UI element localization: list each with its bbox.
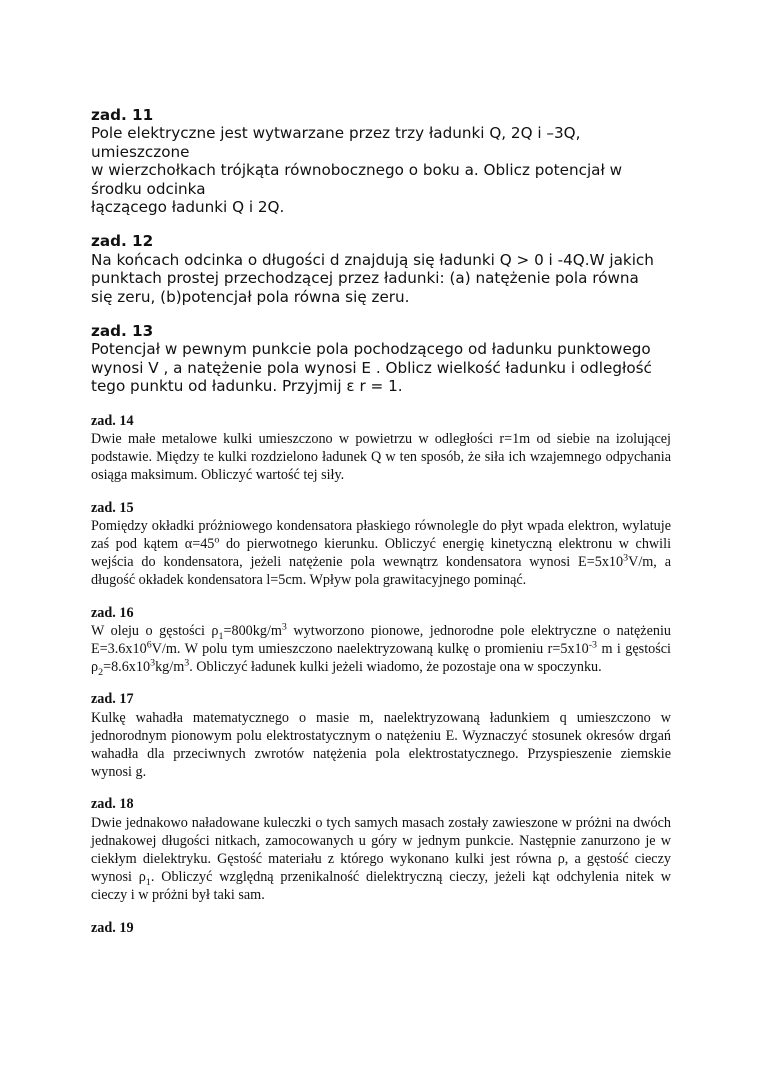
task-18 <box>91 795 671 904</box>
task-12 <box>91 232 671 306</box>
document-page <box>91 104 671 951</box>
task-line: Pole elektryczne jest wytwarzane przez trzy ładunki Q, 2Q i –3Q, <box>91 124 581 143</box>
task-17 <box>91 690 671 781</box>
task-heading: zad. 18 <box>91 796 134 813</box>
task-heading: zad. 14 <box>91 412 134 429</box>
task-14 <box>91 412 671 485</box>
task-body: Kulkę wahadła matematycznego o masie m, naelektryzowaną ładunkiem q umieszczono w jednorodnym pionowym polu elektrostatycznym o natężeniu E. Wyznaczyć stosunek okresów drgań wahadła dla przeciwnych zwrotów natężenia pola elektrostatycznego. Przyspieszenie ziemskie wynosi g. <box>91 709 671 781</box>
task-line: się zeru, (b)potencjał pola równa się zeru. <box>91 287 410 306</box>
task-13 <box>91 322 671 396</box>
task-heading: zad. 12 <box>91 232 154 251</box>
task-19 <box>91 919 671 937</box>
task-heading: zad. 13 <box>91 322 154 341</box>
task-line: łączącego ładunki Q i 2Q. <box>91 198 285 217</box>
task-heading: zad. 11 <box>91 106 154 124</box>
task-line: Potencjał w pewnym punkcie pola pochodzącego od ładunku punktowego <box>91 340 651 359</box>
task-line: środku odcinka <box>91 179 206 198</box>
task-heading: zad. 15 <box>91 499 134 516</box>
task-body: Pomiędzy okładki próżniowego kondensatora płaskiego równolegle do płyt wpada elektron, wylatuje zaś pod kątem $\alpha=45^o$ do pierwotnego kierunku. Obliczyć energię kinetyczną elektronu w chwili wejścia do kondensatora, jeżeli natężenie pola wewnątrz kondensatora wynosi $E=5x10^3V/m$, a długość okładek kondensatora l=5cm. Wpływ pola grawitacyjnego pominąć. <box>91 517 672 589</box>
task-line: Na końcach odcinka o długości d znajdują się ładunki Q > 0 i -4Q.W jakich <box>91 250 654 269</box>
task-body: W oleju o gęstości $\rho_1=800kg/m^3$ wytworzono pionowe, jednorodne pole elektryczne o natężeniu $E=3.6x10^6V/m$. W polu tym umieszczono naelektryzowaną kulkę o promieniu $r=5x10^{-3}$ m i gęstości $\rho_2=8.6x10^3kg/m^3$. Obliczyć ładunek kulki jeżeli wiadomo, że pozostaje ona w spoczynku. <box>91 620 671 678</box>
task-15 <box>91 499 671 590</box>
task-heading: zad. 19 <box>91 919 134 936</box>
task-line: punktach prostej przechodzącej przez ładunki: (a) natężenie pola równa <box>91 269 639 288</box>
task-line: umieszczone <box>91 142 190 161</box>
task-11 <box>91 106 671 216</box>
task-line: w wierzchołkach trójkąta równobocznego o boku a. Oblicz potencjał w <box>91 161 623 180</box>
task-body: Dwie jednakowo naładowane kuleczki o tych samych masach zostały zawieszone w próżni na dwóch jednakowej długości nitkach, zamocowanych u góry w jednym punkcie. Następnie zanurzono je w ciekłym dielektryku. Gęstość materiału z którego wykonano kulki jest równa ρ, a gęstość cieczy wynosi $\rho_1$. Obliczyć względną przenikalność dielektryczną cieczy, jeżeli kąt odchylenia nitek w cieczy i w próżni był taki sam. <box>91 814 671 904</box>
task-line: tego punktu od ładunku. Przyjmij ε r = 1. <box>91 377 403 396</box>
task-16 <box>91 604 671 677</box>
task-body: Dwie małe metalowe kulki umieszczono w powietrzu w odległości r=1m od siebie na izolującej podstawie. Między te kulki rozdzielono ładunek Q w ten sposób, że siła ich wzajemnego odpychania osiąga maksimum. Obliczyć wartość tej siły. <box>91 430 671 484</box>
task-heading: zad. 16 <box>91 604 134 621</box>
task-line: wynosi V , a natężenie pola wynosi E . Oblicz wielkość ładunku i odległość <box>91 358 652 377</box>
task-heading: zad. 17 <box>91 691 134 708</box>
